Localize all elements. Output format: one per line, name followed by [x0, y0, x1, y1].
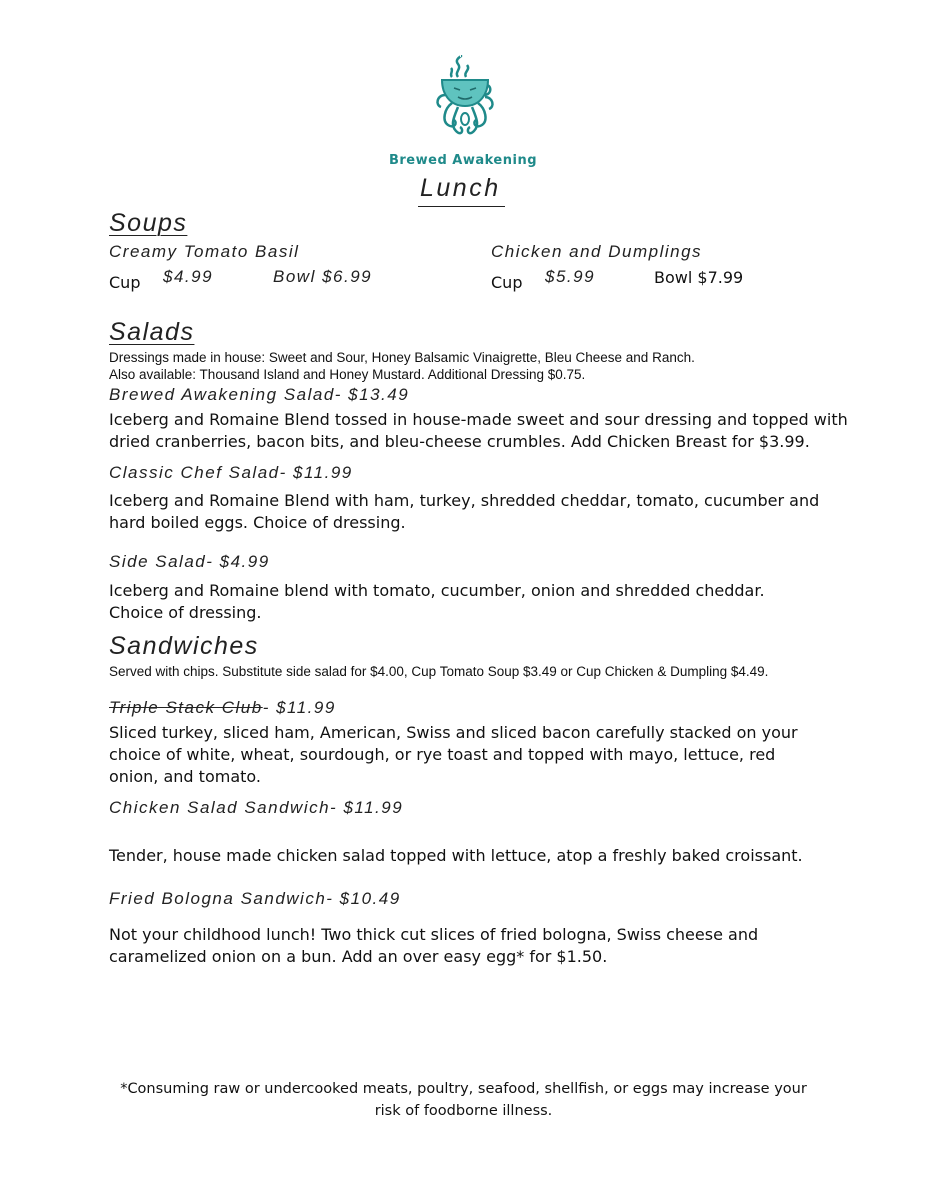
sandwich-title: Fried Bologna Sandwich- $10.49	[109, 889, 401, 908]
logo	[430, 55, 500, 145]
soup-cup-price: $5.99	[545, 267, 596, 286]
dressings-note: Also available: Thousand Island and Honey Mustard. Additional Dressing $0.75.	[109, 367, 586, 382]
sandwich-price: - $11.99	[262, 698, 336, 717]
salad-description: Iceberg and Romaine blend with tomato, cucumber, onion and shredded cheddar. Choice of dressing.	[109, 581, 765, 622]
salad-title: Side Salad- $4.99	[109, 552, 270, 571]
sandwich-title: Chicken Salad Sandwich- $11.99	[109, 798, 404, 817]
soup-cup-price: $4.99	[163, 267, 214, 286]
soup-name: Chicken and Dumplings	[491, 242, 703, 261]
sandwiches-note: Served with chips. Substitute side salad for $4.00, Cup Tomato Soup $3.49 or Cup Chicken & Dumpling $4.49.	[109, 664, 769, 679]
salad-title: Brewed Awakening Salad- $13.49	[109, 385, 410, 404]
soup-bowl-price: Bowl $6.99	[273, 267, 373, 286]
brand-name: Brewed Awakening	[388, 153, 538, 168]
soup-name: Creamy Tomato Basil	[109, 242, 300, 261]
sandwiches-heading: Sandwiches	[109, 632, 259, 660]
dressings-note: Dressings made in house: Sweet and Sour, Honey Balsamic Vinaigrette, Bleu Cheese and Ranch.	[109, 350, 695, 365]
salad-title: Classic Chef Salad- $11.99	[109, 463, 353, 482]
octopus-cup-icon	[430, 55, 500, 145]
sandwich-title	[109, 698, 336, 718]
soups-heading: Soups	[109, 209, 188, 237]
sandwich-description: Not your childhood lunch! Two thick cut slices of fried bologna, Swiss cheese and caramelized onion on a bun. Add an over easy egg* for $1.50.	[109, 925, 759, 966]
soup-cup-label: Cup	[109, 273, 141, 292]
sandwich-description: Tender, house made chicken salad topped with lettuce, atop a freshly baked croissant.	[109, 846, 803, 865]
food-safety-disclaimer	[0, 1078, 927, 1122]
salad-description: Iceberg and Romaine Blend with ham, turkey, shredded cheddar, tomato, cucumber and hard boiled eggs. Choice of dressing.	[109, 491, 820, 532]
struck-item-name: Triple Stack Club	[109, 698, 263, 717]
soup-cup-label: Cup	[491, 273, 523, 292]
salads-heading: Salads	[109, 318, 195, 346]
sandwich-description: Sliced turkey, sliced ham, American, Swiss and sliced bacon carefully stacked on your choice of white, wheat, sourdough, or rye toast and topped with mayo, lettuce, red onion, and tomato.	[109, 723, 798, 786]
soup-bowl-price: Bowl $7.99	[654, 268, 744, 287]
disclaimer-text: *Consuming raw or undercooked meats, poultry, seafood, shellfish, or eggs may increase your risk of foodborne illness.	[120, 1081, 807, 1119]
page-title: Lunch	[418, 174, 505, 207]
salad-description: Iceberg and Romaine Blend tossed in house-made sweet and sour dressing and topped with dried cranberries, bacon bits, and bleu-cheese crumbles. Add Chicken Breast for $3.99.	[109, 410, 848, 451]
